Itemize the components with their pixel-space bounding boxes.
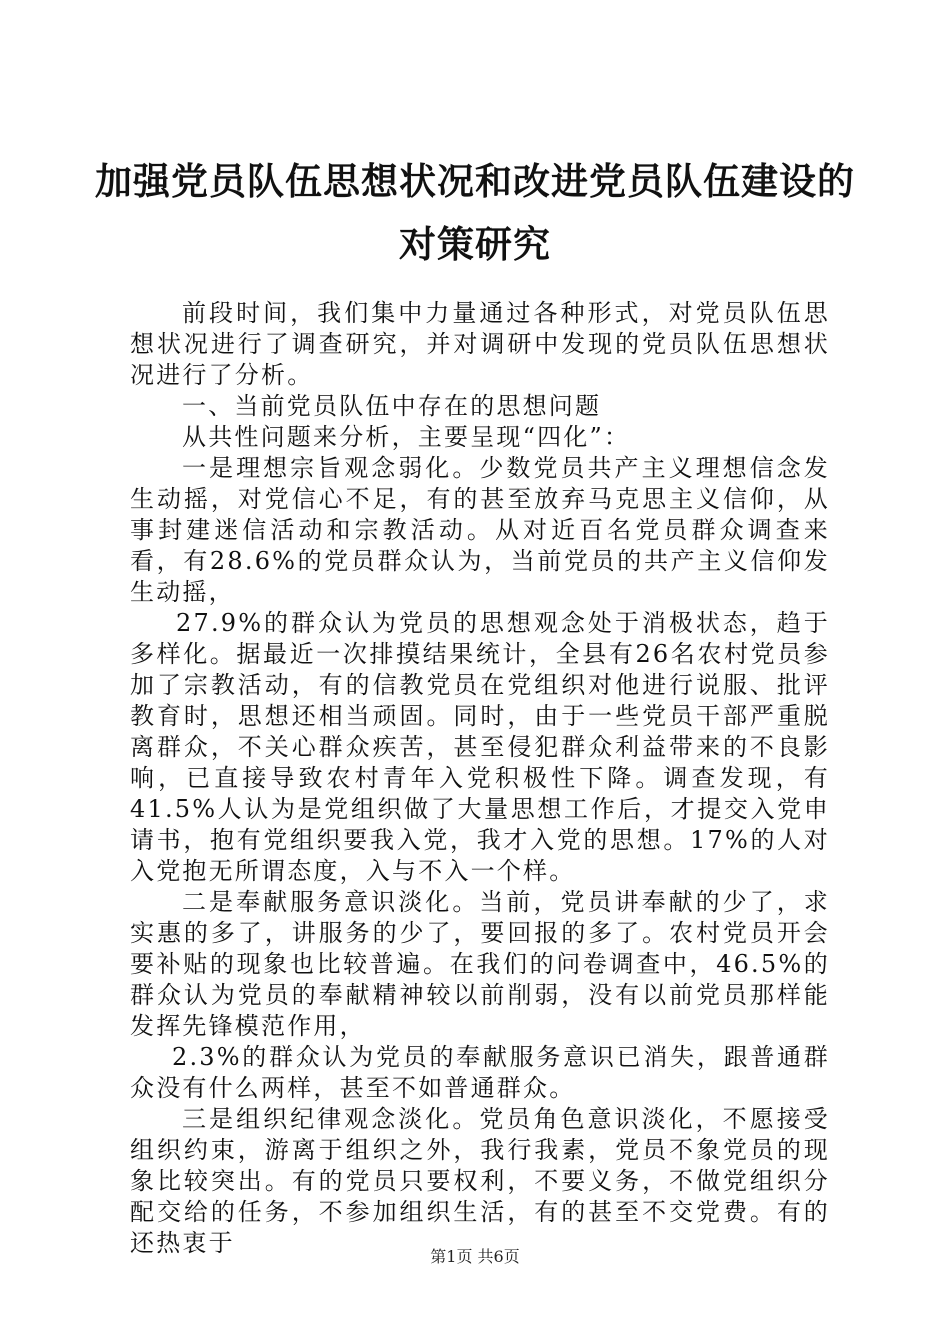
section-heading: 一、当前党员队伍中存在的思想问题 bbox=[182, 392, 602, 420]
document-title-line-2: 对策研究 bbox=[399, 223, 551, 266]
document-title-line-1: 加强党员队伍思想状况和改进党员队伍建设的 bbox=[95, 160, 855, 203]
paragraph-point-1-cont: 27.9%的群众认为党员的思想观念处于消极状态，趋于多样化。据最近一次排摸结果统计，全县有26名农村党员参加了宗教活动，有的信教党员在党组织对他进行说服、批评教育时，思想还相当顽固。同时，由于一些党员干部严重脱离群众，不关心群众疾苦，甚至侵犯群众利益带来的不良影响，已直接导致农村青年入党积极性下降。调查发现，有41.5%人认为是党组织做了大量思想工作后，才提交入党申请书，抱有党组织要我入党，我才入党的思想。17%的人对入党抱无所谓态度，入与不入一个样。 bbox=[130, 609, 830, 885]
page-number-footer: 第1页 共6页 bbox=[430, 1247, 520, 1266]
paragraph-point-2-cont: 2.3%的群众认为党员的奉献服务意识已消失，跟普通群众没有什么两样，甚至不如普通群众。 bbox=[130, 1043, 830, 1102]
paragraph-intro: 前段时间，我们集中力量通过各种形式，对党员队伍思想状况进行了调查研究，并对调研中发现的党员队伍思想状况进行了分析。 bbox=[130, 299, 830, 389]
paragraph-point-1: 一是理想宗旨观念弱化。少数党员共产主义理想信念发生动摇，对党信心不足，有的甚至放弃马克思主义信仰，从事封建迷信活动和宗教活动。从对近百名党员群众调查来看，有28.6%的党员群众认为，当前党员的共产主义信仰发生动摇， bbox=[130, 454, 830, 606]
paragraph-point-2: 二是奉献服务意识淡化。当前，党员讲奉献的少了，求实惠的多了，讲服务的少了，要回报的多了。农村党员开会要补贴的现象也比较普遍。在我们的问卷调查中，46.5%的群众认为党员的奉献精神较以前削弱，没有以前党员那样能发挥先锋模范作用， bbox=[130, 888, 830, 1040]
paragraph-point-3: 三是组织纪律观念淡化。党员角色意识淡化，不愿接受组织约束，游离于组织之外，我行我素，党员不象党员的现象比较突出。有的党员只要权利，不要义务，不做党组织分配交给的任务，不参加组织生活，有的甚至不交党费。有的还热衷于 bbox=[130, 1105, 830, 1257]
paragraph-overview: 从共性问题来分析，主要呈现“四化”： bbox=[182, 423, 631, 451]
document-body bbox=[130, 298, 830, 1259]
